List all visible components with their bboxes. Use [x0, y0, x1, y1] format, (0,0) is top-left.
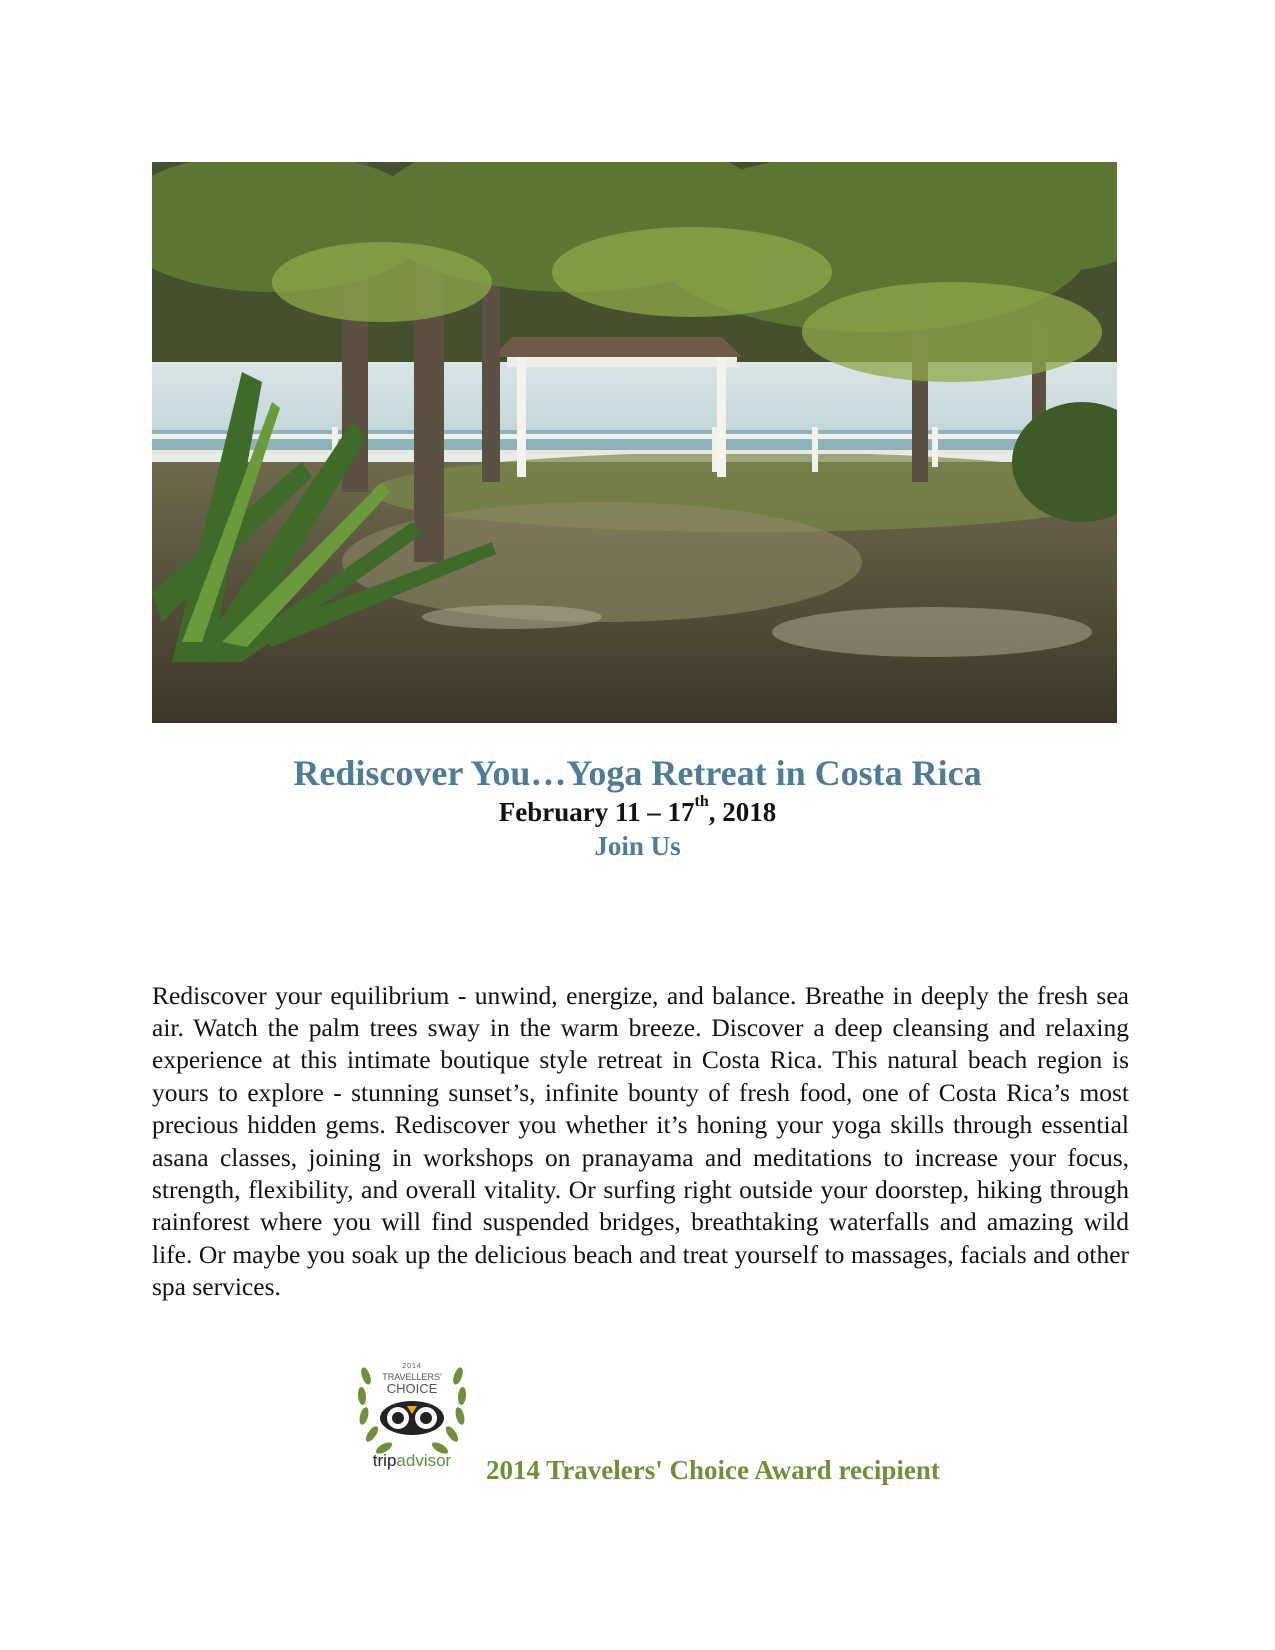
- retreat-description: Rediscover your equilibrium - unwind, energize, and balance. Breathe in deeply the fresh sea air. Watch the palm trees sway in the warm breeze. Discover a deep cleansing and relaxing experience at this intimate boutique style retreat in Costa Rica. This natural beach region is yours to explore - stunning sunset’s, infinite bounty of fresh food, one of Costa Rica’s most precious hidden gems. Rediscover you whether it’s honing your yoga skills through essential asana classes, joining in workshops on pranayama and meditations to increase your focus, strength, flexibility, and overall vitality. Or surfing right outside your doorstep, hiking through rainforest where you will find suspended bridges, breathtaking waterfalls and amazing wild life. Or maybe you soak up the delicious beach and treat yourself to massages, facials and other spa services.: [152, 980, 1129, 1302]
- badge-year: 2014: [402, 1363, 422, 1370]
- join-us-heading: Join Us: [594, 831, 681, 861]
- owl-icon: [380, 1401, 444, 1435]
- page-title: Rediscover You…Yoga Retreat in Costa Rica: [293, 753, 982, 793]
- badge-line2: CHOICE: [386, 1381, 438, 1396]
- retreat-photo: [152, 162, 1117, 723]
- badge-line1: TRAVELLERS': [382, 1372, 442, 1382]
- tripadvisor-badge: [352, 1346, 472, 1481]
- dates-year: , 2018: [708, 797, 777, 827]
- tripadvisor-logo: tripadvisor: [372, 1451, 452, 1470]
- dates-prefix: February 11 – 17: [498, 797, 695, 827]
- award-caption: 2014 Travelers' Choice Award recipient: [486, 1455, 940, 1485]
- dates-ordinal: th: [694, 793, 709, 810]
- event-dates: [0, 793, 1275, 828]
